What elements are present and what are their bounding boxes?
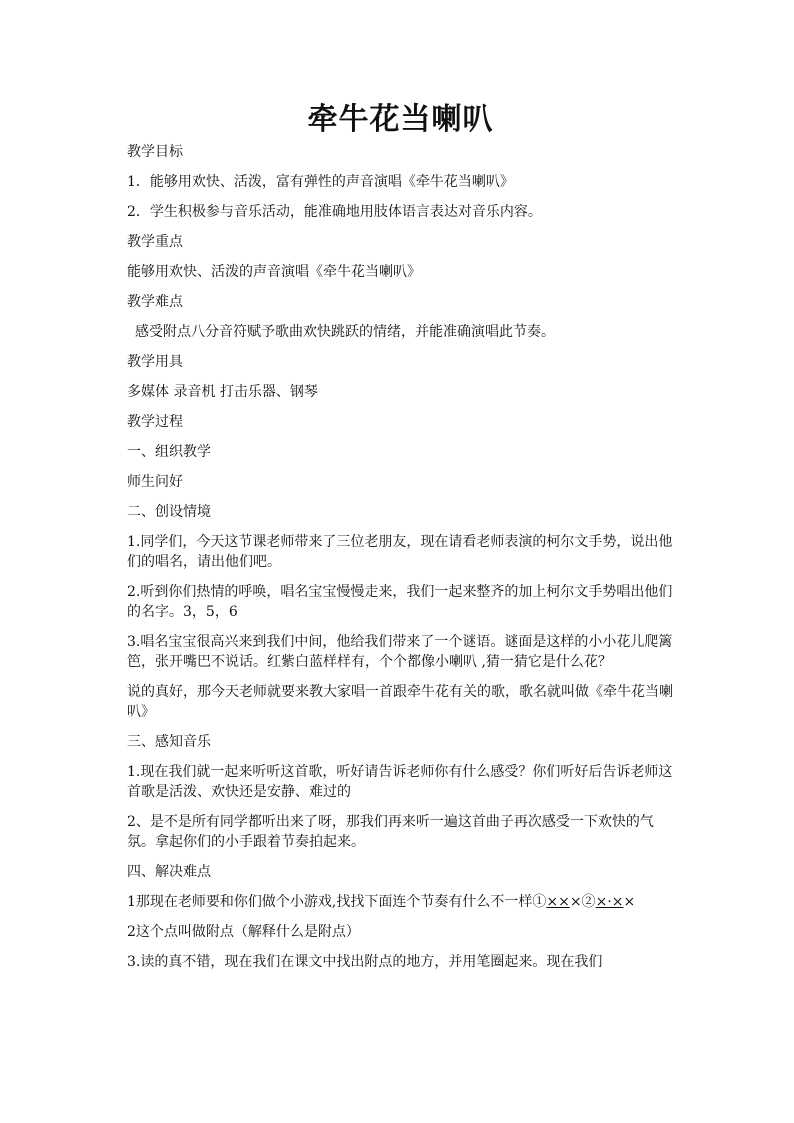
section-heading-goals: 教学目标 <box>127 144 183 160</box>
paragraph: 感受附点八分音符赋予歌曲欢快跳跃的情绪，并能准确演唱此节奏。 <box>135 324 555 340</box>
paragraph: 2这个点叫做附点（解释什么是附点） <box>127 924 360 940</box>
subsection-heading: 四、解决难点 <box>127 864 211 880</box>
paragraph: 3.唱名宝宝很高兴来到我们中间，他给我们带来了一个谜语。谜面是这样的小小花儿爬篱笆，张开嘴巴不说话。红紫白蓝样样有，个个都像小喇叭 ,猜一猜它是什么花？ <box>127 634 673 670</box>
subsection-heading: 一、组织教学 <box>127 444 211 460</box>
paragraph: 1.同学们，今天这节课老师带来了三位老朋友，现在请看老师表演的柯尔文手势，说出他们的唱名，请出他们吧。 <box>127 534 673 570</box>
subsection-heading: 三、感知音乐 <box>127 734 211 750</box>
subsection-heading: 二、创设情境 <box>127 504 211 520</box>
section-heading-difficulty: 教学难点 <box>127 294 183 310</box>
paragraph: 说的真好，那今天老师就要来教大家唱一首跟牵牛花有关的歌，歌名就叫做《牵牛花当喇叭》 <box>127 684 673 720</box>
paragraph-rhythm <box>127 892 674 912</box>
paragraph: 2.听到你们热情的呼唤，唱名宝宝慢慢走来，我们一起来整齐的加上柯尔文手势唱出他们的名字。3，5，6 <box>127 584 673 620</box>
paragraph: 多媒体 录音机 打击乐器、钢琴 <box>127 384 318 400</box>
paragraph: 师生问好 <box>127 474 183 490</box>
section-heading-process: 教学过程 <box>127 414 183 430</box>
paragraph: 2．学生积极参与音乐活动，能准确地用肢体语言表达对音乐内容。 <box>127 204 542 220</box>
underlined-rhythm: ×× <box>546 894 570 910</box>
paragraph: 1．能够用欢快、活泼，富有弹性的声音演唱《牵牛花当喇叭》 <box>127 174 514 190</box>
paragraph: 3.读的真不错，现在我们在课文中找出附点的地方，并用笔圈起来。现在我们 <box>127 954 603 970</box>
text-span: × <box>623 894 636 910</box>
paragraph: 1.现在我们就一起来听听这首歌，听好请告诉老师你有什么感受？你们听好后告诉老师这首歌是活泼、欢快还是安静、难过的 <box>127 764 673 800</box>
section-heading-key-points: 教学重点 <box>127 234 183 250</box>
document-body <box>127 100 674 972</box>
paragraph: 2、是不是所有同学都听出来了呀，那我们再来听一遍这首曲子再次感受一下欢快的气氛。拿起你们的小手跟着节奏拍起来。 <box>127 814 654 850</box>
section-heading-tools: 教学用具 <box>127 354 183 370</box>
paragraph: 能够用欢快、活泼的声音演唱《牵牛花当喇叭》 <box>127 264 421 280</box>
document-title: 牵牛花当喇叭 <box>307 102 494 137</box>
underlined-rhythm: ×·× <box>595 894 624 910</box>
text-span: ×② <box>569 894 596 910</box>
text-span: 1那现在老师要和你们做个小游戏,找找下面连个节奏有什么不一样① <box>127 894 547 910</box>
